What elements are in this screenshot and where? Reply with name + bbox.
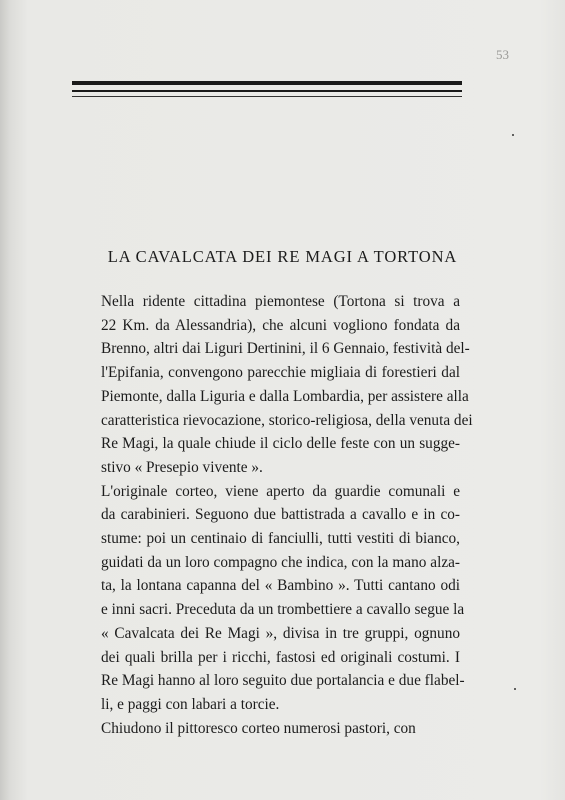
text-line: l'Epifania, convengono parecchie migliaia di forestieri dal [101,364,460,382]
text-line: caratteristica rievocazione, storico-religiosa, della venuta dei [101,411,473,429]
text-line: Nella ridente cittadina piemontese (Tortona si trova a [101,293,460,310]
text-line: L'originale corteo, viene aperto da guardie comunali e [101,482,460,500]
page-number: 53 [496,47,509,62]
header-rule-thin [72,90,462,92]
text-line: Re Magi, la quale chiude il ciclo delle feste con un sugge- [101,435,460,453]
text-line: ta, la lontana capanna del « Bambino ». Tutti cantano odi [101,577,460,595]
header-rule-hairline [72,96,462,97]
text-line: stivo « Presepio vivente ». [101,458,263,476]
paper-speck [512,134,514,136]
header-rule-thick [72,81,462,85]
body-text [76,290,473,740]
text-line: dei quali brilla per i ricchi, fastosi ed originali costumi. I [101,648,460,666]
text-line: Piemonte, dalla Liguria e dalla Lombardia, per assistere alla [101,387,469,405]
text-line: « Cavalcata dei Re Magi », divisa in tre gruppi, ognuno [101,624,460,642]
chapter-title: LA CAVALCATA DEI RE MAGI A TORTONA [107,247,458,267]
text-line: Chiudono il pittoresco corteo numerosi pastori, con [101,719,416,737]
paper-speck [514,688,516,690]
paragraph [76,290,473,480]
text-line: stume: poi un centinaio di fanciulli, tutti vestiti di bianco, [101,530,460,548]
text-line: 22 Km. da Alessandria), che alcuni vogliono fondata da [101,316,460,334]
paragraph [76,717,460,741]
text-line: Brenno, altri dai Liguri Dertinini, il 6 Gennaio, festività del- [101,340,470,358]
text-line: li, e paggi con labari a torcie. [101,695,280,713]
text-line: e inni sacri. Preceduta da un trombettiere a cavallo segue la [101,601,465,619]
text-line: guidati da un loro compagno che indica, con la mano alza- [101,553,460,571]
text-line: da carabinieri. Seguono due battistrada a cavallo e in co- [101,506,460,524]
paragraph [76,480,465,717]
text-line: Re Magi hanno al loro seguito due portalancia e due flabel- [101,672,465,690]
